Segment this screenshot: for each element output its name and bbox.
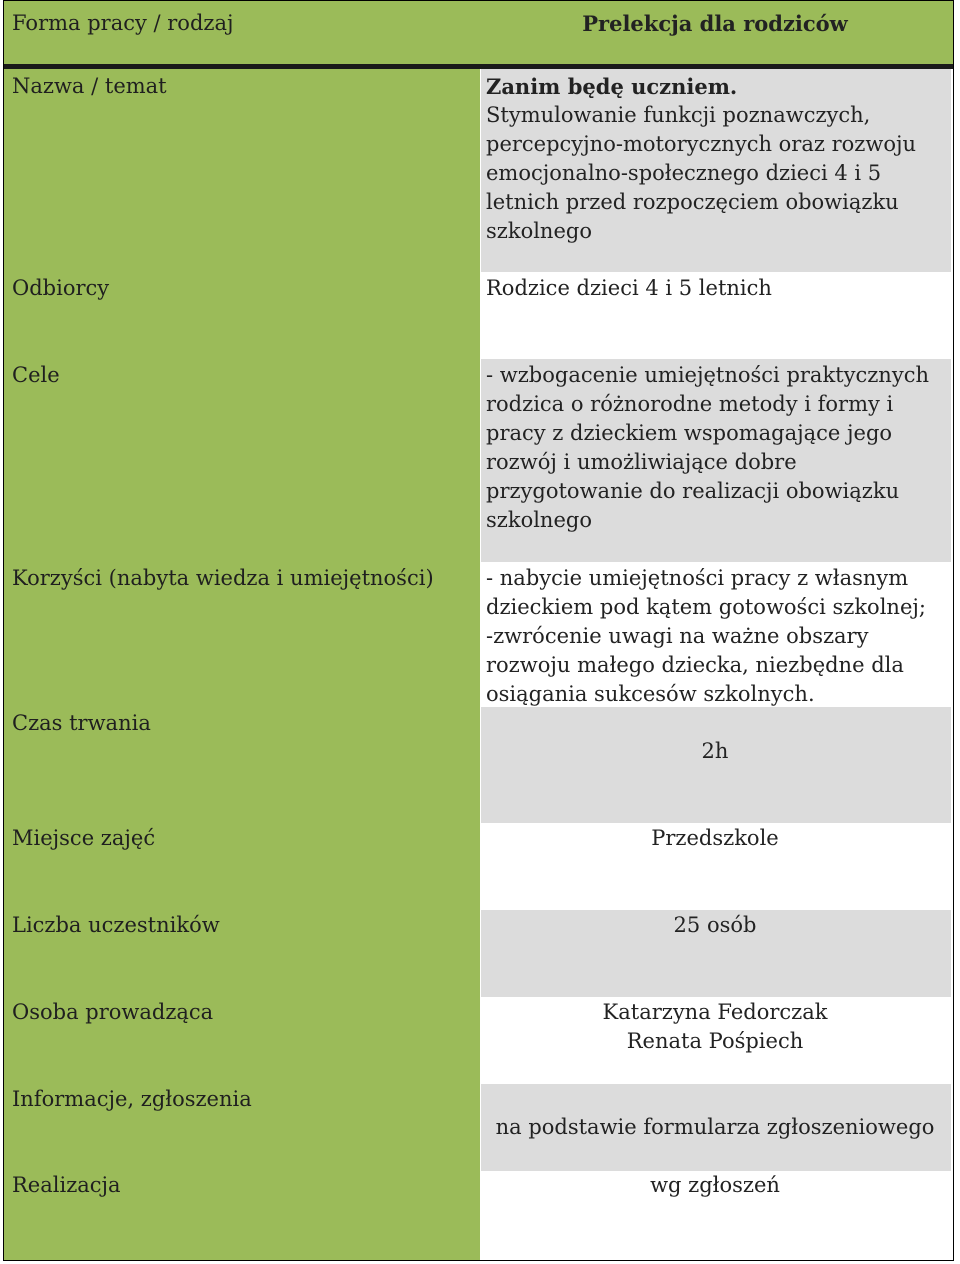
value-miejsce: Przedszkole [651, 826, 779, 850]
value-nazwa-line: emocjonalno-społecznego dzieci 4 i 5 [486, 161, 882, 185]
label-column [4, 1, 480, 1260]
value-cele-line: rodzica o różnorodne metody i formy i [486, 392, 894, 416]
value-nazwa-line: percepcyjno-motorycznych oraz rozwoju [486, 132, 916, 156]
value-realizacja: wg zgłoszeń [650, 1173, 780, 1197]
label-liczba: Liczba uczestników [12, 913, 220, 937]
value-forma: Prelekcja dla rodziców [582, 11, 848, 36]
label-korzysci: Korzyści (nabyta wiedza i umiejętności) [12, 566, 434, 590]
value-liczba: 25 osób [673, 913, 757, 937]
label-osoba: Osoba prowadząca [12, 1000, 214, 1024]
value-osoba [486, 998, 944, 1056]
value-korzysci [486, 564, 932, 709]
value-cele-line: rozwój i umożliwiające dobre [486, 450, 797, 474]
value-nazwa-line: Stymulowanie funkcji poznawczych, [486, 103, 871, 127]
value-nazwa-line: szkolnego [486, 219, 592, 243]
value-korzysci-line: -zwrócenie uwagi na ważne obszary [486, 624, 869, 648]
value-korzysci-line: - nabycie umiejętności pracy z własnym [486, 566, 909, 590]
value-cele-line: przygotowanie do realizacji obowiązku [486, 479, 900, 503]
label-realizacja: Realizacja [12, 1173, 121, 1197]
value-korzysci-line: osiągania sukcesów szkolnych. [486, 682, 815, 706]
value-nazwa [486, 72, 932, 246]
label-miejsce: Miejsce zajęć [12, 826, 156, 850]
value-nazwa-title: Zanim będę uczniem. [486, 74, 738, 99]
value-informacje: na podstawie formularza zgłoszeniowego [495, 1115, 935, 1139]
value-korzysci-line: rozwoju małego dziecka, niezbędne dla [486, 653, 904, 677]
value-odbiorcy: Rodzice dzieci 4 i 5 letnich [486, 276, 772, 300]
label-odbiorcy: Odbiorcy [12, 276, 110, 300]
value-korzysci-line: dzieckiem pod kątem gotowości szkolnej; [486, 595, 926, 619]
value-osoba-line: Katarzyna Fedorczak [602, 1000, 828, 1024]
value-nazwa-line: letnich przed rozpoczęciem obowiązku [486, 190, 899, 214]
label-informacje: Informacje, zgłoszenia [12, 1087, 252, 1111]
label-forma: Forma pracy / rodzaj [12, 11, 234, 35]
label-cele: Cele [12, 363, 60, 387]
value-czas: 2h [701, 739, 729, 763]
value-osoba-line: Renata Pośpiech [626, 1029, 804, 1053]
value-cele-line: pracy z dzieckiem wspomagające jego [486, 421, 893, 445]
value-cele-line: - wzbogacenie umiejętności praktycznych [486, 363, 929, 387]
label-nazwa: Nazwa / temat [12, 74, 167, 98]
value-cele-line: szkolnego [486, 508, 592, 532]
value-cele [486, 361, 932, 535]
label-czas: Czas trwania [12, 711, 151, 735]
